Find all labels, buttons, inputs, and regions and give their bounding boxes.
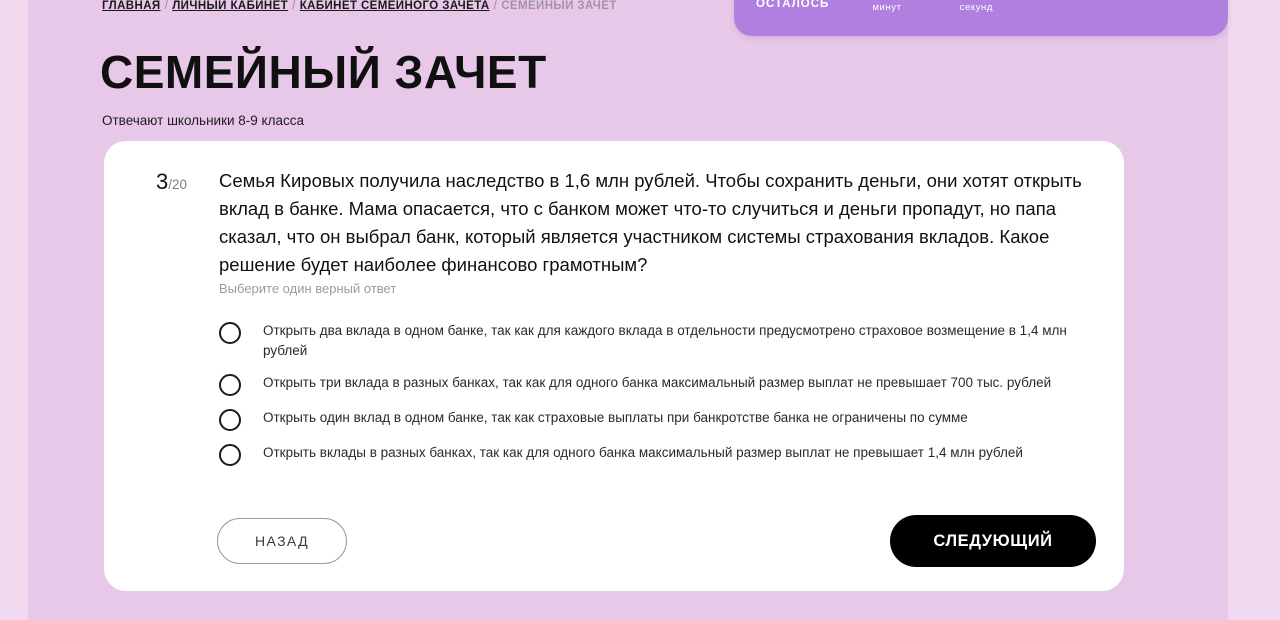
question-text: Семья Кировых получила наследство в 1,6 млн рублей. Чтобы сохранить деньги, они хотят открыть вклад в банке. Мама опасается, что с банком может что-то случиться и деньги пропадут, но папа сказал, что он выбрал банк, который является участником системы страхования вкладов. Какое решение будет наиболее финансово грамотным? bbox=[219, 170, 1082, 275]
question-card bbox=[104, 141, 1124, 591]
answer-option-label: Открыть два вклада в одном банке, так как для каждого вклада в отдельности предусмотрено страховое возмещение в 1,4 млн рублей bbox=[263, 323, 1067, 358]
answer-option-4[interactable] bbox=[219, 443, 1109, 466]
page-gutter-left bbox=[0, 0, 28, 620]
page-gutter-right bbox=[1228, 0, 1280, 620]
timer-label: ОСТАЛОСЬ bbox=[756, 0, 830, 10]
timer-digits bbox=[854, 0, 1009, 13]
radio-button-icon[interactable] bbox=[219, 444, 241, 466]
question-hint: Выберите один верный ответ bbox=[219, 281, 397, 296]
question-total-value: /20 bbox=[168, 177, 188, 192]
next-button[interactable]: СЛЕДУЮЩИЙ bbox=[890, 515, 1096, 567]
timer-seconds-group bbox=[943, 0, 1009, 13]
answer-option-label: Открыть вклады в разных банках, так как для одного банка максимальный размер выплат не превышает 1,4 млн рублей bbox=[263, 445, 1023, 460]
answer-option-2[interactable] bbox=[219, 373, 1109, 396]
answer-options-list bbox=[219, 321, 1109, 478]
breadcrumb-item-family-cabinet[interactable]: КАБИНЕТ СЕМЕЙНОГО ЗАЧЕТА bbox=[299, 0, 490, 12]
answer-option-1[interactable] bbox=[219, 321, 1109, 361]
breadcrumb-separator: / bbox=[164, 0, 169, 12]
timer-seconds-caption: секунд bbox=[959, 2, 994, 13]
answer-option-3[interactable] bbox=[219, 408, 1109, 431]
radio-button-icon[interactable] bbox=[219, 374, 241, 396]
page-title: СЕМЕЙНЫЙ ЗАЧЕТ bbox=[100, 45, 547, 98]
question-number-value: 3 bbox=[156, 169, 169, 194]
timer-minutes-caption: минут bbox=[872, 2, 902, 13]
page-content bbox=[28, 0, 1228, 620]
radio-button-icon[interactable] bbox=[219, 409, 241, 431]
breadcrumb-item-current: СЕМЕЙНЫЙ ЗАЧЕТ bbox=[501, 0, 617, 12]
radio-button-icon[interactable] bbox=[219, 322, 241, 344]
breadcrumb-separator: / bbox=[292, 0, 296, 12]
timer-panel bbox=[734, 0, 1228, 36]
page-subtitle: Отвечают школьники 8-9 класса bbox=[102, 113, 304, 128]
answer-option-label: Открыть три вклада в разных банках, так как для одного банка максимальный размер выплат не превышает 700 тыс. рублей bbox=[263, 375, 1052, 390]
breadcrumb-item-home[interactable]: ГЛАВНАЯ bbox=[102, 0, 161, 12]
timer-minutes-group bbox=[854, 0, 920, 13]
question-number bbox=[156, 169, 187, 195]
back-button[interactable]: НАЗАД bbox=[217, 518, 347, 564]
breadcrumb-item-account[interactable]: ЛИЧНЫЙ КАБИНЕТ bbox=[172, 0, 289, 12]
answer-option-label: Открыть один вклад в одном банке, так как страховые выплаты при банкротстве банка не ограничены по сумме bbox=[263, 410, 968, 425]
breadcrumb bbox=[102, 0, 617, 12]
breadcrumb-separator: / bbox=[493, 0, 498, 12]
